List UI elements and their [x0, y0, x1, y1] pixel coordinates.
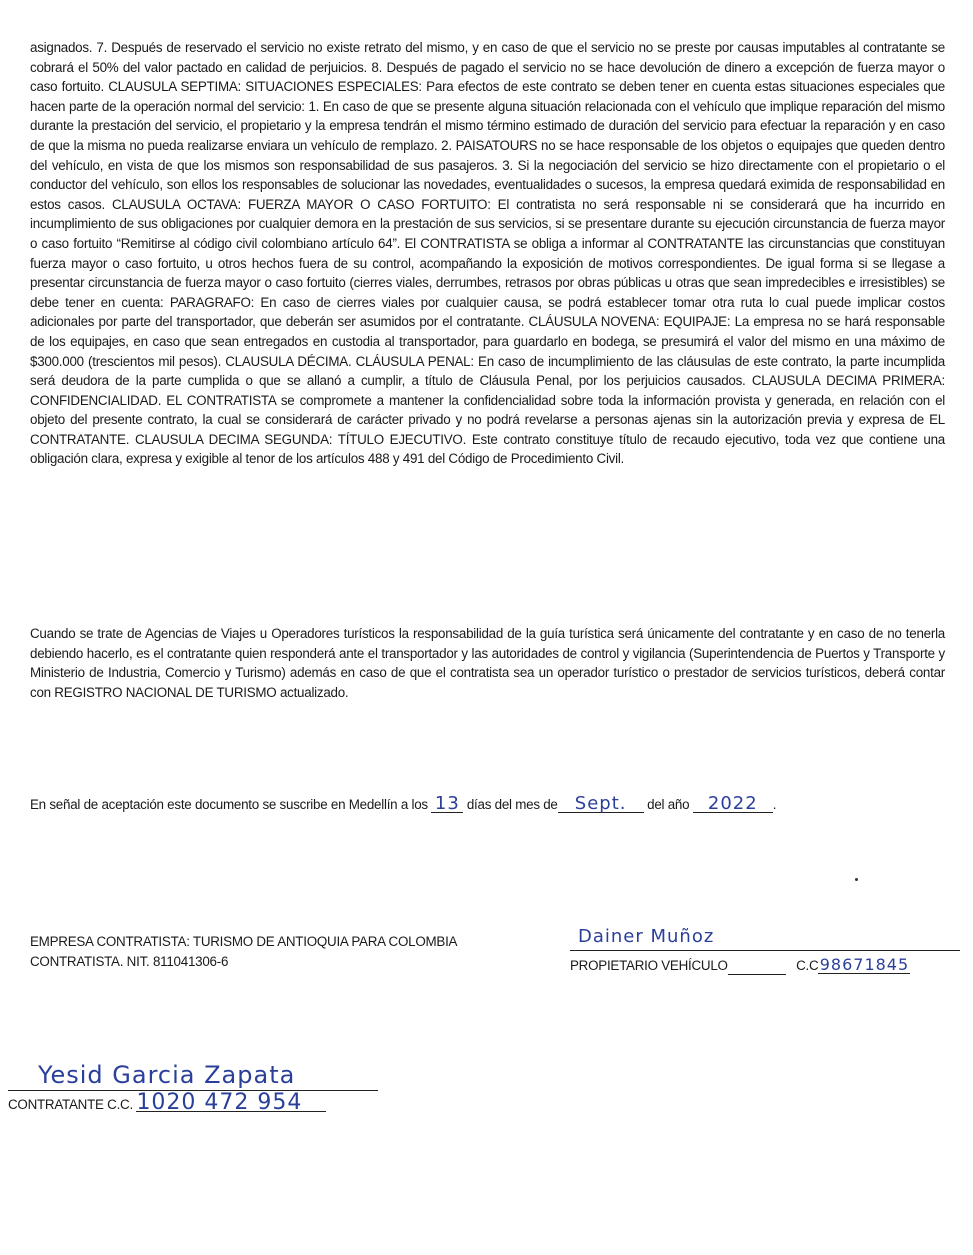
- client-signature: Yesid Garcia Zapata: [8, 1058, 378, 1091]
- client-signature-block: [8, 1058, 378, 1115]
- acceptance-line: [30, 793, 777, 814]
- owner-cc-label: C.C: [796, 958, 819, 973]
- day-field: 13: [431, 796, 463, 813]
- acceptance-text: En señal de aceptación este documento se suscribe en Medellín a los: [30, 797, 428, 812]
- client-label: CONTRATANTE C.C.: [8, 1097, 133, 1112]
- travel-agencies-paragraph: Cuando se trate de Agencias de Viajes u Operadores turísticos la responsabilidad de la guía turística será únicamente del contratante y en caso de no tenerla debiendo hacerlo, es el contratante quien responderá ante el transportador y las autoridades de control y vigilancia (Superintendencia de Puertos y Transporte y Ministerio de Industria, Comercio y Turismo) además en caso de que el contratista sea un operador turístico o prestador de servicios turísticos, deberá contar con REGISTRO NACIONAL DE TURISMO actualizado.: [30, 626, 945, 700]
- scan-speck: [855, 878, 858, 881]
- contract-clauses-paragraph: asignados. 7. Después de reservado el servicio no existe retrato del mismo, y en caso de que el servicio no se preste por causas imputables al contratante se cobrará el 50% del valor pactado en calidad de perjuicios. 8. Después de pagado el servicio no se hace devolución de dinero a excepción de fuerza mayor o caso fortuito. CLAUSULA SEPTIMA: SITUACIONES ESPECIALES: Para efectos de este contrato se deben tener en cuenta estas situaciones especiales que hacen parte de la operación normal del servicio: 1. En caso de que se presente alguna situación relacionada con el vehículo que implique reparación del mismo durante la prestación del servicio, el propietario y la empresa tendrán el mismo término estimado de duración del servicio para efectuar la reparación y en caso de que la misma no pueda realizarse enviara un vehículo de remplazo. 2. PAISATOURS no se hace responsable de los objetos o equipajes que queden dentro del vehículo, en vista de que los mismos son responsabilidad de sus pasajeros. 3. Si la negociación del servicio se hizo directamente con el propietario o el conductor del vehículo, son ellos los responsables de solucionar las novedades, eventualidades o sucesos, la empresa quedará eximida de responsabilidad en estos casos. CLAUSULA OCTAVA: FUERZA MAYOR O CASO FORTUITO: El contratista no será responsable ni se considerará que ha incurrido en incumplimiento de sus obligaciones por cualquier demora en la prestación de sus servicios, si se presentare durante su ejecución circunstancia de fuerza mayor o caso fortuito “Remitirse al código civil colombiano artículo 64”. El CONTRATISTA se obliga a informar al CONTRATANTE las circunstancias que constituyan fuerza mayor o caso fortuito, u otros hechos fuera de su control, acompañando la exposición de motivos correspondientes. De igual forma si se llegase a presentar circunstancia de fuerza mayor o caso fortuito (cierres viales, derrumbes, retrasos por obras públicas u otras que sean impredecibles e irresistibles) se debe tener en cuenta: PARAGRAFO: En caso de cierres viales por cualquier causa, se podrá establecer tomar otra ruta lo cual puede implicar costos adicionales por parte del transportador, que deberán ser asumidos por el contratante. CLÁUSULA NOVENA: EQUIPAJE: La empresa no se hará responsable de los equipajes, en caso que sean entregados en custodia al transportador, para guardarlo en bodega, se presumirá el valor del mismo en una máximo de $300.000 (trescientos mil pesos). CLAUSULA DÉCIMA. CLÁUSULA PENAL: En caso de incumplimiento de las cláusulas de este contrato, la parte incumplida será deudora de la parte cumplida o que se allanó a cumplir, a título de Cláusula Penal, por los perjuicios causados. CLAUSULA DECIMA PRIMERA: CONFIDENCIALIDAD. EL CONTRATISTA se compromete a mantener la confidencialidad sobre toda la información provista y generada, en relación con el objeto del presente contrato, la cual se considerará de carácter privado y no podrá revelarse a personas ajenas sin la autorización previa y expresa de EL CONTRATANTE. CLAUSULA DECIMA SEGUNDA: TÍTULO EJECUTIVO. Este contrato constituye título de recaudo ejecutivo, toda vez que contiene una obligación clara, expresa y exigible al tenor de los artículos 488 y 491 del Código de Procedimiento Civil.: [30, 40, 945, 467]
- year-field: 2022: [693, 796, 773, 813]
- acceptance-end: .: [772, 797, 777, 812]
- client-cc-number: 1020 472 954: [136, 1095, 326, 1112]
- owner-signature: Dainer Muñoz: [570, 922, 960, 951]
- owner-cc-number: 98671845: [819, 955, 910, 974]
- acceptance-text-month: días del mes de: [466, 797, 558, 812]
- contractor-company: EMPRESA CONTRATISTA: TURISMO DE ANTIOQUIA PARA COLOMBIA: [30, 934, 458, 949]
- contractor-nit: CONTRATISTA. NIT. 811041306-6: [30, 954, 229, 969]
- acceptance-text-year: del año: [647, 797, 690, 812]
- contractor-block: [30, 932, 457, 972]
- owner-signature-block: [570, 922, 960, 975]
- owner-label: PROPIETARIO VEHÍCULO: [570, 958, 728, 973]
- month-field: Sept.: [558, 796, 644, 813]
